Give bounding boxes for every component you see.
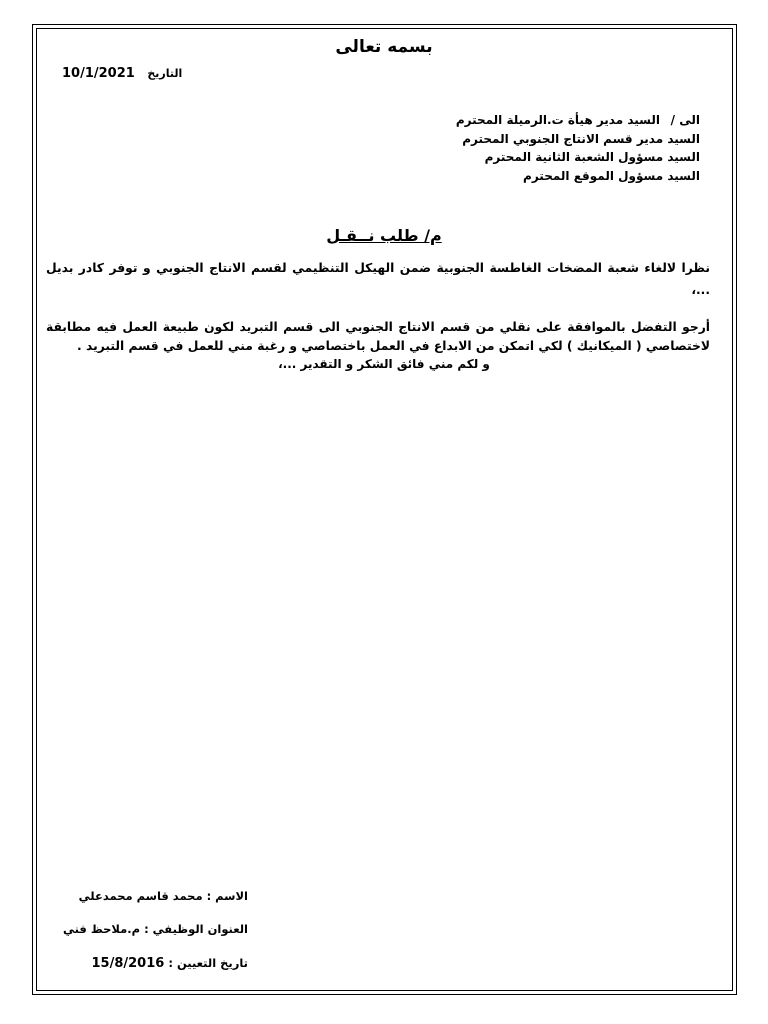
recipient-line bbox=[456, 111, 700, 130]
recipient-line: السيد مسؤول الشعبة الثانية المحترم bbox=[484, 150, 700, 164]
body-paragraph-2: أرجو التفضل بالموافقة على نقلي من قسم الانتاج الجنوبي الى قسم التبريد لكون طبيعة العمل فيه مطابقة لاختصاصي ( الميكانيك ) لكي اتمكن من الابداع في العمل باختصاصي و رغبة مني للعمل في قسم التبريد . bbox=[46, 320, 710, 353]
subject-heading bbox=[0, 226, 768, 245]
appointment-label: تاريخ التعيين : bbox=[168, 956, 248, 970]
date-value: 10/1/2021 bbox=[62, 66, 135, 81]
date-label: التاريخ bbox=[147, 67, 183, 80]
signature-appointment bbox=[92, 956, 249, 971]
closing-line: و لكم مني فائق الشكر و التقدير ...، bbox=[278, 357, 490, 371]
recipient-text: السيد مدير هيأة ت.الرميلة المحترم bbox=[455, 113, 660, 127]
signature-name: الاسم : محمد قاسم محمدعلي bbox=[78, 889, 248, 903]
to-label: الى / bbox=[670, 113, 700, 127]
basmala-heading: بسمه تعالى bbox=[335, 37, 433, 57]
recipient-line: السيد مسؤول الموقع المحترم bbox=[523, 168, 700, 183]
date-row bbox=[62, 66, 182, 81]
appointment-date: 15/8/2016 bbox=[91, 956, 165, 971]
body-paragraph-1: نظرا لالغاء شعبة المضخات الغاطسة الجنوبية ضمن الهيكل التنظيمي لقسم الانتاج الجنوبي و توفر كادر بديل ...، bbox=[46, 261, 710, 297]
signature-job-title: العنوان الوظيفي : م.ملاحظ فني bbox=[62, 922, 248, 936]
recipients-block bbox=[456, 111, 700, 185]
subject-text: م/ طلب نــقـل bbox=[326, 226, 442, 245]
recipient-line: السيد مدير قسم الانتاج الجنوبي المحترم bbox=[462, 131, 700, 146]
